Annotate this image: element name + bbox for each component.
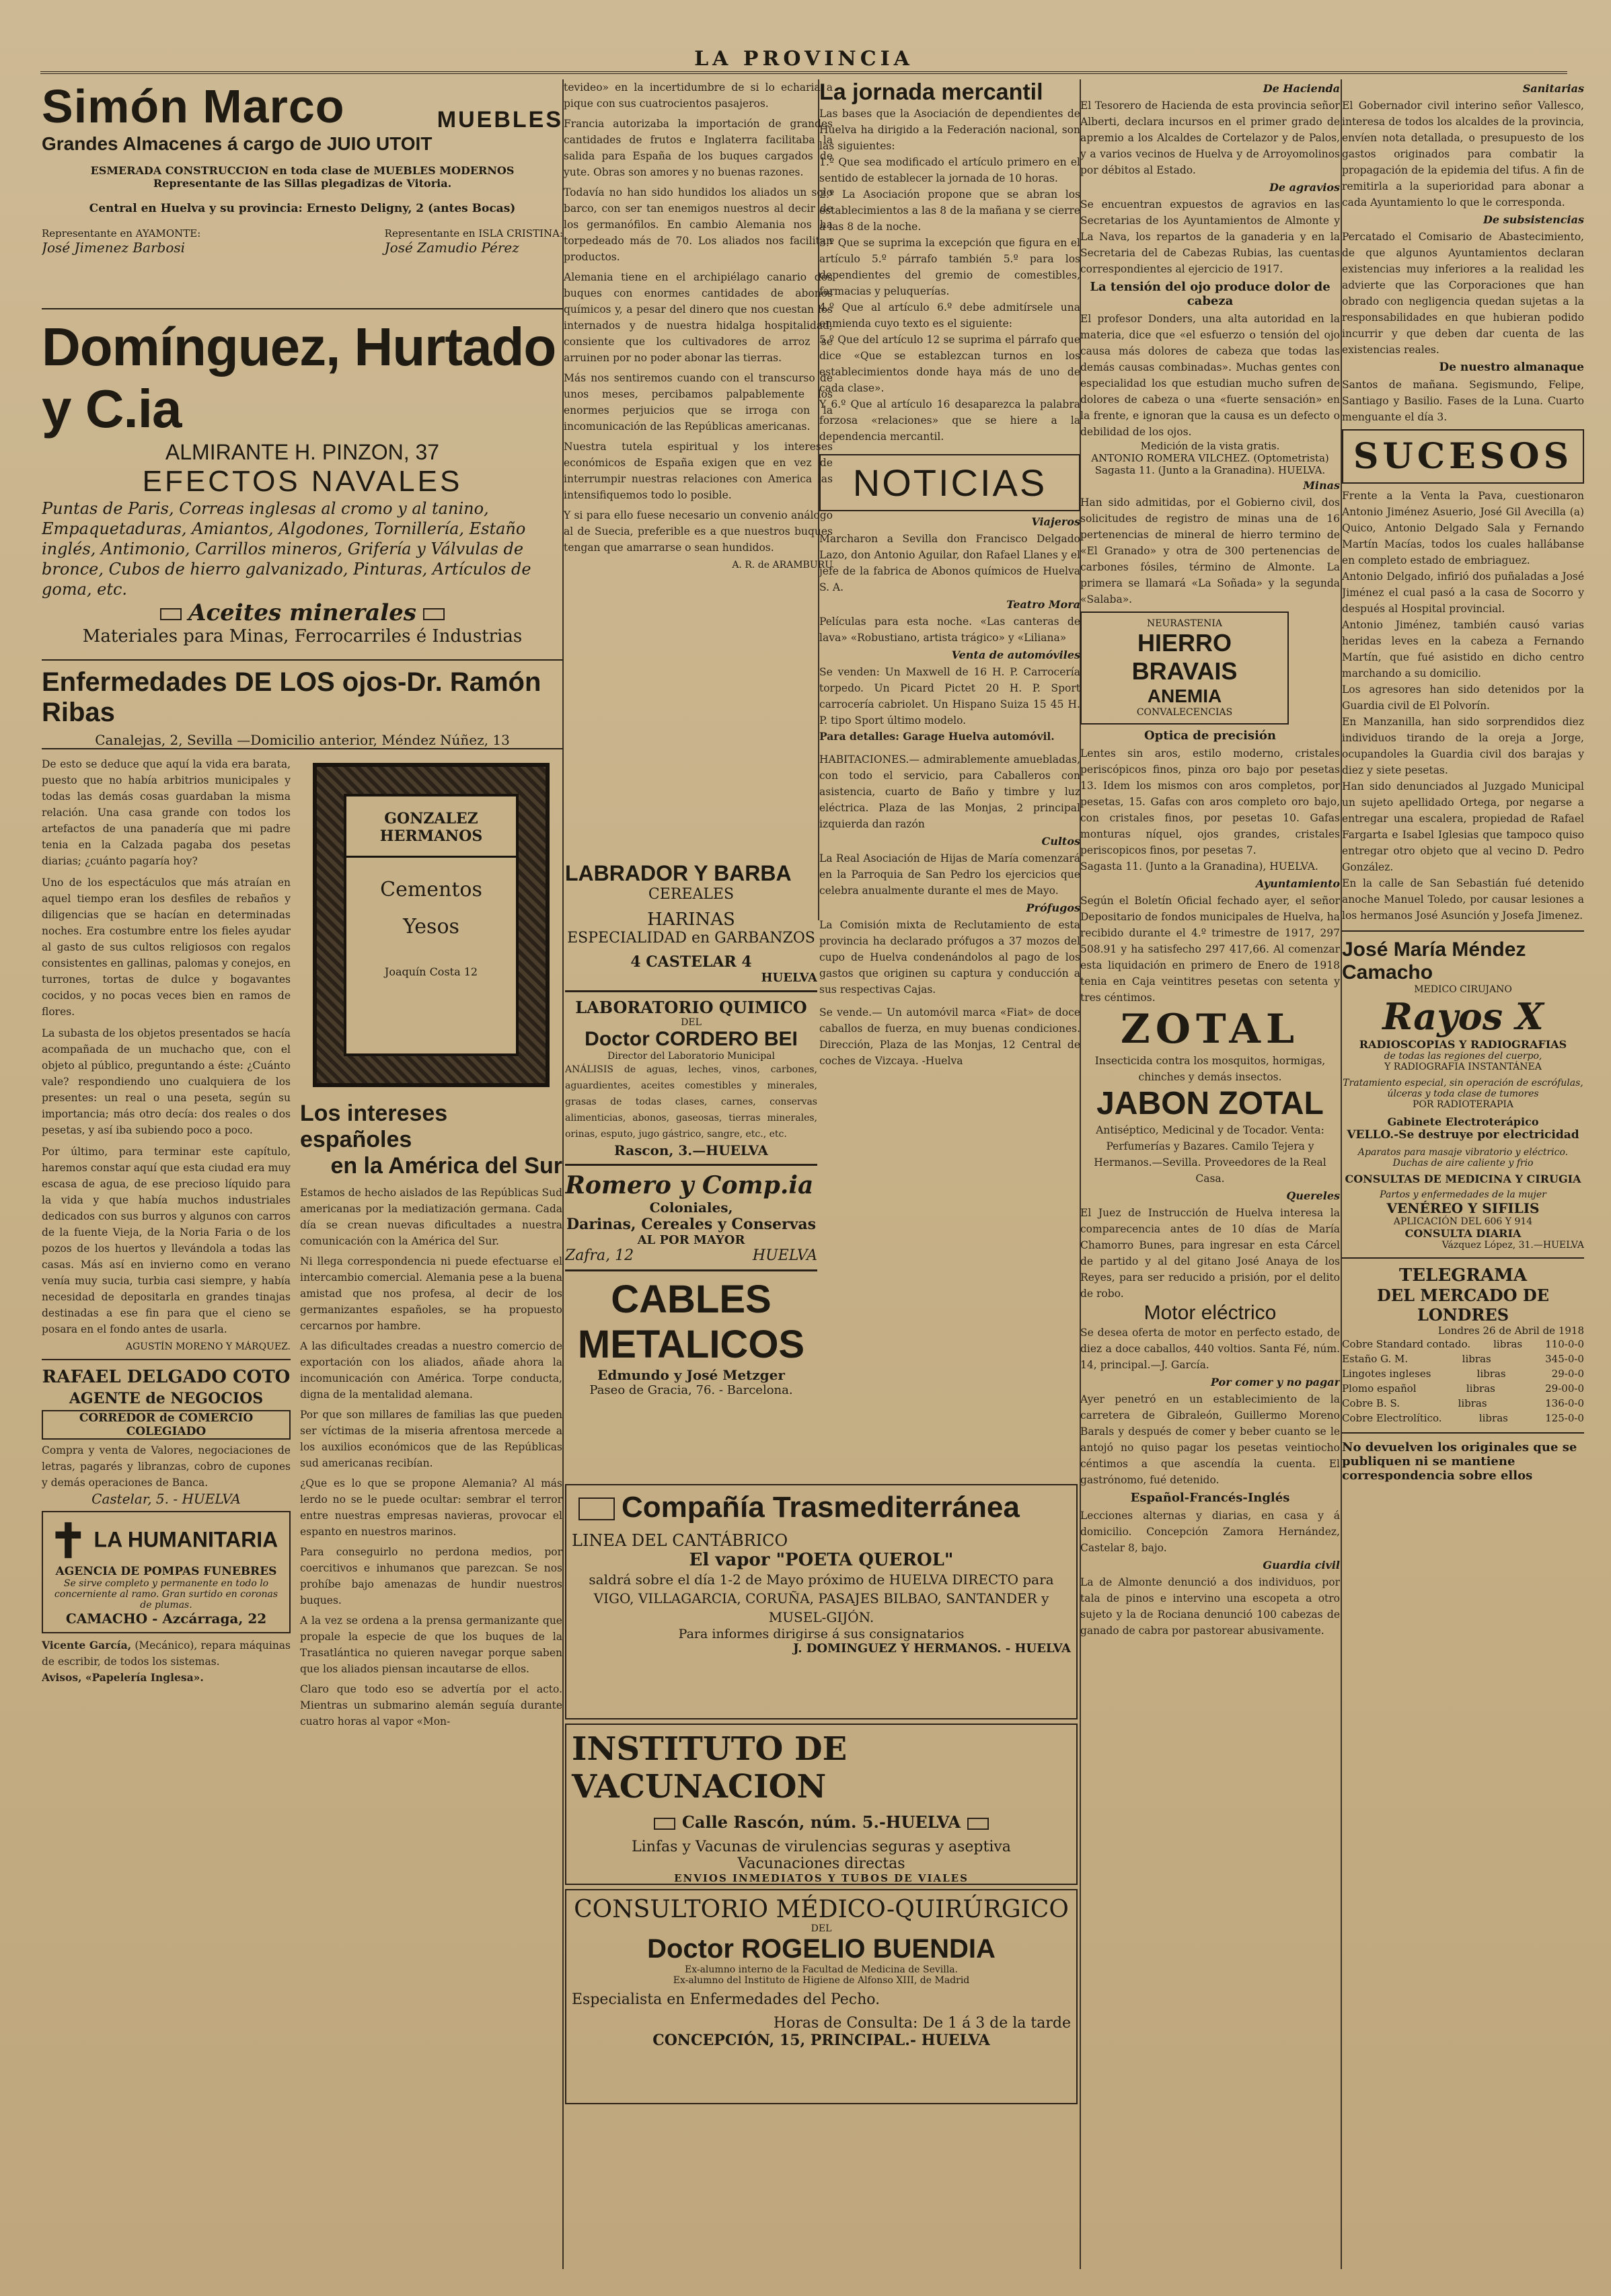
romero-ad: Romero y Comp.ia Coloniales, Darinas, Cereales y Conservas AL POR MAYOR Zafra, 12 HUELVA [565,1166,817,1271]
column-2: tevideo» en la incertidumbre de si lo echaria a pique con sus cuatrocientos pasajeros. Francia autorizaba la importación de grandes cantidades de frutos e Inglaterra facilitaba la salida para España de los buques cargados de yute. Obras son amores y no buenas razones. Todavía no han sido hundidos los aliados un solo barco, con ser tan enemigos nuestros al decir de los germanófilos. En cambio Alemania nos ha torpedeado más de 70. Los aliados nos facilitan productos. Alemania tiene en el archipiélago canario dos buques con enormes cantidades de abonos químicos y, a pesar del dinero que nos cuestan los internados y de nuestra hidalga hospitalidad, consiente que los cultivadores de arroz se arruinen por no poder abonar las tierras. Más nos sentiremos cuando con el transcurso de unos meses, percibamos palpablemente los enormes perjuicios que se irroga con la incomunicación de las Repúblicas americanas. Nuestra tutela espiritual y los intereses económicos de España exigen que en vez de interrumpir nuestras relaciones con America las intensifiquemos todo lo posible. Y si para ello fuese necesario un convenio análogo al de Suecia, preferible es a que nuestros buques tengan que amarrarse o sean hundidos. A. R. de ARAMBURU [564,81,833,570]
price-row [1342,1351,1584,1366]
price-table [1342,1337,1584,1425]
price-unit: libras [1476,1368,1506,1380]
price-value: 345-0-0 [1545,1353,1584,1365]
hierro-bravais-ad: NEURASTENIA HIERRO BRAVAIS ANEMIA CONVALECENCIAS [1080,612,1289,725]
price-item: Estaño G. M. [1342,1353,1409,1365]
divider [1342,930,1584,932]
divider [1342,1257,1584,1259]
garcia-ad: Vicente García, (Mecánico), repara máquinas de escribir, de todos los sistemas. Avisos, «Papelería Inglesa». [42,1639,291,1684]
wide-ads [565,1480,1078,2267]
simon-marco-ad: Simón Marco MUEBLES Grandes Almacenes á cargo de JUIO UTOIT ESMERADA CONSTRUCCION en toda clase de MUEBLES MODERNOS Representante de las Sillas plegadizas de Vitoria. Central en Huelva y su provincia: Ernesto Deligny, 2 (antes Bocas) Representante en AYAMONTE: José Jimenez Barbosi Representante en ISLA CRISTINA: José Zamudio Pérez [42,80,563,256]
price-value: 29-00-0 [1545,1382,1584,1395]
price-value: 125-0-0 [1545,1412,1584,1424]
masthead: LA PROVINCIA [40,47,1567,74]
price-item: Lingotes ingleses [1342,1368,1431,1380]
telegrama-block: TELEGRAMA DEL MERCADO DE LONDRES Londres 26 de Abril de 1918 Cobre Standard contado. libras 110-0-0 Estaño G. M. libras 345-0-0 Lingotes ingleses libras 29-0-0 Plomo español libras 29-00-0 Cobre B. S. libras 136-0-0 Cobre Electrolítico. libras 125-0-0 [1342,1265,1584,1424]
divider [42,659,563,661]
price-item: Plomo español [1342,1382,1417,1395]
article-1: De esto se deduce que aquí la vida era barata, puesto que no había arbitrios municipales y todas las demás cosas guardaban la misma relación. Una casa grande con todos los artefactos de una panadería que mi padre tenia en la Calzada pagaba dos pesetas diarias; ¿cuánto pagaría hoy? Uno de los espectáculos que más atraían en aquel tiempo eran los desfiles de rebaños y diligencias que se hacían en determinadas noches. Era costumbre entre los fieles ayudar al gasto de sus cultos religiosos con regalos consistentes en gallinas, palomas y conejos, en turrones, tortas de dulce y bogavantes cocidos, y no pocas veces bien en ramos de flores. La subasta de los objetos presentados se hacía acompañada de un muchacho que, con el objeto al público, preguntando a éste: ¿Cuánto vale? respondiendo uno cualquiera de los presentes: un real o una peseta, según su importancia; más otro decía: dos reales o dos pesetas, y así iba subiendo poco a poco. Por último, para terminar este capítulo, haremos constar aquí que esta ciudad era muy escasa de agua, de ese precioso líquido para la vida y que había muchos industriales dedicados con sus burros y algunos con carros de la fuente Vieja, de la Noria Faria o de los pozos de los huertos y llevándola a todas las casas. Más así en invierno como en verano venía muy sucia, turbia casi siempre, y había necesidad de depositarla en grandes tinajas destinadas a ese fin para que el cieno se posara en el fondo antes de usarla. AGUSTÍN MORENO Y MÁRQUEZ. RAFAEL DELGADO COTO AGENTE de NEGOCIOS CORREDOR de COMERCIO COLEGIADO Compra y venta de Valores, negociaciones de letras, pagarés y libranzas, cobro de cupones y demás operaciones de Banca. Castelar, 5. - HUELVA ✝ LA HUMANITARIA AGENCIA DE POMPAS FUNEBRES Se sirve completo y permanente en todo lo concerniente al ramo. Gran surtido en coronas de plumas. CAMACHO - Azcárraga, 22 Vicente García, (Mecánico), repara máquinas de escribir, de todos los sistemas. Avisos, «Papelería Inglesa». [42,756,291,1730]
humanitaria-ad: ✝ LA HUMANITARIA AGENCIA DE POMPAS FUNEBRES Se sirve completo y permanente en todo lo concerniente al ramo. Gran surtido en coronas de plumas. CAMACHO - Azcárraga, 22 [42,1511,291,1633]
price-unit: libras [1478,1412,1508,1424]
price-value: 110-0-0 [1545,1338,1584,1350]
vacunacion-ad: INSTITUTO DE VACUNACION Calle Rascón, núm. 5.-HUELVA Linfas y Vacunas de virulencias seguras y aseptiva Vacunaciones directas ENVIOS INMEDIATOS Y TUBOS DE VIALES [565,1724,1078,1885]
price-unit: libras [1493,1338,1523,1350]
article-right-col1: GONZALEZ HERMANOS Cementos Yesos Joaquín Costa 12 Los intereses españoles en la América del Sur Estamos de hecho aislados de las Repúblicas Sud americanas por la mediatización germana. Cada día se crean nuevas dificultades a nuestra comunicación con la América del Sur. Ni llega correspondencia ni puede efectuarse el intercambio comercial. Alemania pese a la buena amistad que nos profesa, al decir de los germanizantes españoles, se ha propuesto cercarnos por hambre. A las dificultades creadas a nuestro comercio de exportación con los aliados, añade ahora la incomunicación con América. Torpe conducta, digna de la mentalidad alemana. Por que son millares de familias las que pueden ser víctimas de la miseria afrentosa mercede a los auxilios económicos que de las Repúblicas sud americanas recibían. ¿Que es lo que se propone Alemania? Al más lerdo no se le puede ocultar: sembrar el terror entre nuestras empresas navieras, provocar el espanto en nuestros marinos. Para conseguirlo no perdona medios, por coercitivos e inhumanos que parezcan. Se nos prohíbe bajo amenazas de hundir nuestros buques. A la vez se ordena a la prensa germanizante que propale la especie de que los buques de la Trasatlántica no quieren navegar porque saben que los aliados piensan incautarse de ellos. Claro que todo eso se advertía por el acto. Mientras un submarino alemán seguía durante cuatro horas al vapor «Mon- [300,756,562,1730]
column-3: La jornada mercantil Las bases que la Asociación de dependientes de Huelva ha dirigido a la Federación nacional, son las siguientes: 1.º Que sea modificado el artículo primero en el sentido de establecer la jornada de 10 horas. 2.º La Asociación propone que se abran los establecimientos a las 8 de la mañana y se cierre a las 8 de la noche. 3.º Que se suprima la excepción que figura en el artículo 5.º párrafo también 5.º para los dependientes del gremio de comestibles, farmacias y peluquerías. 4.º Que al artículo 6.º debe admitírsele una enmienda cuyo texto es el siguiente: 5.º Que del artículo 12 se suprima el párrafo que dice «Que se establezcan turnos en los establecimientos donde haya más de uno de cada clase». Y 6.º Que al artículo 16 desaparezca la palabra forzosa «relaciones» que se hiere a la dependencia mercantil. NOTICIAS Viajeros Marcharon a Sevilla don Francisco Delgado Lazo, don Antonio Aguilar, don Rafael Llanes y el jefe de la fabrica de Abonos químicos de Huelva S. A. Teatro Mora Películas para esta noche. «Las canteras de lava» «Robustiano, artista trágico» y «Liliana» Venta de automóviles Se venden: Un Maxwell de 16 H. P. Carrocería torpedo. Un Picard Pictet 20 H. P. Sport carrocería cabriolet. Un Hispano Suiza 15 45 H. P. tipo Sport último modelo. Para detalles: Garage Huelva automóvil. HABITACIONES.— admirablemente amuebladas, con todo el servicio, para Caballeros con asistencia, cuarto de Baño y timbre y luz eléctrica. Plaza de las Monjas, 2 principal izquierda dan razón Cultos La Real Asociación de Hijas de María comenzará en la Parroquia de San Pedro los ejercicios que celebra anualmente durante el mes de Mayo. Prófugos La Comisión mixta de Reclutamiento de esta provincia ha declarado prófugos a 37 mozos del cupo de Huelva condenándolos al pago de los gastos que originen su captura y conducción a sus respectivas Cajas. Se vende.— Un automóvil marca «Fiat» de doce caballos de fuerza, en muy buenas condiciones. Dirección, Plaza de las Monjas, 12 Central de coches de Vizcaya. -Huelva [819,79,1080,1067]
ads-column-2 [565,861,817,1574]
right-ornament-icon [423,608,445,620]
cordero-ad: LABORATORIO QUIMICO DEL Doctor CORDERO BEI Director del Laboratorio Municipal ANÁLISIS de aguas, leches, vinos, carbones, aguardientes, aceites comestibles y minerales, grasas de todas clases, carnes, conservas alimenticias, abonos, gaseosas, tierras minerales, orinas, esputo, jugo gástrico, sangre, etc., etc. Rascon, 3.—HUELVA [565,992,817,1166]
price-row [1342,1411,1584,1425]
ship-flag-icon [578,1497,615,1520]
cross-icon: ✝ [48,1515,88,1567]
divider [42,1359,291,1360]
consultorio-ad: CONSULTORIO MÉDICO-QUIRÚRGICO DEL Doctor ROGELIO BUENDIA Ex-alumno interno de la Facultad de Medicina de Sevilla. Ex-alumno del Instituto de Higiene de Alfonso XIII, de Madrid Especialista en Enfermedades del Pecho. Horas de Consulta: De 1 á 3 de la tarde CONCEPCIÓN, 15, PRINCIPAL.- HUELVA [565,1889,1078,2104]
price-unit: libras [1458,1397,1487,1409]
price-row [1342,1366,1584,1381]
muebles-label: MUEBLES [437,107,563,133]
divider [42,748,563,749]
labrador-barba-ad: LABRADOR Y BARBA CEREALES HARINAS ESPECIALIDAD en GARBANZOS 4 CASTELAR 4 HUELVA [565,861,817,992]
delgado-ad: RAFAEL DELGADO COTO AGENTE de NEGOCIOS CORREDOR de COMERCIO COLEGIADO Compra y venta de Valores, negociaciones de letras, pagarés y libranzas, cobro de cupones y demás operaciones de Banca. Castelar, 5. - HUELVA [42,1367,291,1507]
price-value: 136-0-0 [1545,1397,1584,1409]
dominguez-ad: Domínguez, Hurtado y C.ia ALMIRANTE H. PINZON, 37 EFECTOS NAVALES Puntas de Paris, Correas inglesas al cromo y al tanino, Empaquetaduras, Amiantos, Algodones, Tornillería, Estaño inglés, Antimonio, Carrillos mineros, Grifería y Válvulas de bronce, Cubos de hierro galvanizado, Pinturas, Artículos de goma, etc. Aceites minerales Materiales para Minas, Ferrocarriles é Industrias [42,317,556,646]
price-row [1342,1337,1584,1351]
price-unit: libras [1462,1353,1491,1365]
price-item: Cobre Standard contado. [1342,1338,1471,1350]
price-unit: libras [1466,1382,1495,1395]
price-item: Cobre B. S. [1342,1397,1400,1409]
sucesos-header: SUCESOS [1342,429,1584,484]
ornament-icon [654,1818,675,1830]
gonzalez-hermanos-ad: GONZALEZ HERMANOS Cementos Yesos Joaquín Costa 12 [313,763,550,1087]
ribas-ad: Enfermedades DE LOS ojos-Dr. Ramón Ribas Canalejas, 2, Sevilla —Domicilio anterior, Méndez Núñez, 13 [42,667,541,748]
price-row [1342,1381,1584,1396]
ornament-icon [967,1818,989,1830]
price-item: Cobre Electrolítico. [1342,1412,1442,1424]
price-row [1342,1396,1584,1411]
cables-ad: CABLES METALICOS Edmundo y José Metzger Paseo de Gracia, 76. - Barcelona. [577,1277,805,1397]
camacho-ad: José María Méndez Camacho MEDICO CIRUJANO Rayos X RADIOSCOPIAS Y RADIOGRAFIAS de todas las regiones del cuerpo, Y RADIOGRAFIA INSTANTÁNEA Tratamiento especial, sin operación de escrófulas, úlceras y toda clase de tumores POR RADIOTERAPIA Gabinete Electroterápico VELLO.-Se destruye por electricidad Aparatos para masaje vibratorio y eléctrico. Duchas de aire caliente y frio CONSULTAS DE MEDICINA Y CIRUGIA Partos y enfermedades de la mujer VENÉREO Y SIFILIS APLICACIÓN DEL 606 Y 914 CONSULTA DIARIA Vázquez López, 31.—HUELVA [1342,938,1584,1251]
column-4: De Hacienda El Tesorero de Hacienda de esta provincia señor Alberti, declara incursos en el primer grado de apremio a los Alcaldes de Cortelazor y de Palos, y a varios vecinos de Huelva y de Arroyomolinos por débitos al Estado. De agravios Se encuentran expuestos de agravios en las Secretarias de los Ayuntamientos de Almonte y La Nava, los repartos de la ganaderia y en la Secretaria del de Cabezas Rubias, las cuentas correspondientes al ejercicio de 1917. La tensión del ojo produce dolor de cabeza El profesor Donders, una alta autoridad en la materia, dice que «el esfuerzo o tensión del ojo causa más dolores de cabeza que todas las demás causas combinadas». Muchas gentes con especialidad los que estudian mucho sufren de dolores de cabeza o una «fuerte sensación» en la frente, e ignoran que la causa es un defecto o debilidad de los ojos. Medición de la vista gratis. ANTONIO ROMERA VILCHEZ. (Optometrista) Sagasta 11. (Junto a la Granadina). HUELVA. Minas Han sido admitidas, por el Gobierno civil, dos solicitudes de registro de minas una de 16 pertenencias de mineral de hierro termino de «El Granado» y otra de 300 pertenencias de carbones fósiles, término de Almonte. La primera se llamará «La Soñada» y la segunda «Salaba». NEURASTENIA HIERRO BRAVAIS ANEMIA CONVALECENCIAS Optica de precisión Lentes sin aros, estilo moderno, cristales periscópicos finos, pinza oro bajo por pesetas 13. Idem los mismos con aros completos, por pesetas, 15. Gafas con aros completo oro bajo, con cristales finos, por pesetas 10. Gafas monturas níquel, ojos grandes, cristales periscopicos finos, por pesetas 7. Sagasta 11. (Junto a la Granadina), HUELVA. Ayuntamiento Según el Boletín Oficial fechado ayer, el señor Depositario de fondos municipales de Huelva, ha recibido durante el 4.º trimestre de 1917, 297 508.91 y ha satisfecho 297 417,66. Al comenzar esta liquidación en primero de Enero de 1918 tenia en Caja veintitres pesetas con setenta y tres céntimos. ZOTAL Insecticida contra los mosquitos, hormigas, chinches y demás insectos. JABON ZOTAL Antiséptico, Medicinal y de Tocador. Venta: Perfumerías y Bazares. Camilo Tejera y Hermanos.—Sevilla. Proveedores de la Real Casa. Quereles El Juez de Instrucción de Huelva interesa la comparecencia antes de 10 días de María Chamorro Bunes, para ingresar en esta Cárcel de partido y al del gitano José Anaya de los Reyes, para ser reducido a prisión, por el delito de robo. Motor eléctrico Se desea oferta de motor en perfecto estado, de diez a doce caballos, 440 voltios. Santa Fé, núm. 14, principal.—J. García. Por comer y no pagar Ayer penetró en un establecimiento de la carretera de Gibraleón, Guillermo Moreno Barals y después de comer y beber cuanto se le antojó no quiso pagar los pesetas veintiocho céntimos a que ascendía la cuenta. El gastrónomo, fué detenido. Español-Francés-Inglés Lecciones alternas y diarias, en casa y á domicilio. Concepción Zamora Hernández, Castelar 8, bajo. Guardia civil La de Almonte denunció a dos individuos, por tala de pinos e intervino una escopeta a otro sujeto y la de Rociana denunció 100 cabezas de ganado de cabra por pastorear abusivamente. [1080,82,1340,1637]
column-1 [42,79,563,2269]
simon-name: Simón Marco [42,80,345,133]
noticias-header: NOTICIAS [819,454,1080,511]
column-5: Sanitarias El Gobernador civil interino señor Vallesco, interesa de todos los alcaldes de la provincia, envíen nota detallada, o presupuesto de los gastos originados para combatir la propagación de la epidemia del tifus. A fin de remitirla a la superioridad para abonar a cada Ayuntamiento lo que le corresponda. De subsistencias Percatado el Comisario de Abastecimiento, de que algunos Ayuntamientos declaran existencias muy inferiores a la realidad les advierte que las Corporaciones que han obrado con negligencia quedan sujetas a la responsabilidades en que hubieran podido incurrir y que deben dar cuenta de las existencias reales. De nuestro almanaque Santos de mañana. Segismundo, Felipe, Santiago y Basilio. Fases de la Luna. Cuarto menguante el día 3. SUCESOS Frente a la Venta la Pava, cuestionaron Antonio Jiménez Asuerio, José Gil Avecilla (a) Quico, Antonio Delgado Sala y Fernando Martín Macías, todos los cuales hallábanse en completo estado de embriaguez. Antonio Delgado, infirió dos puñaladas a José Jiménez el cual pasó a la casa de Socorro y después al Hospital provincial. Antonio Jiménez, también causó varias heridas leves en la cabeza a Fernando Martín, que fué asistido en dicho centro marchando a su domicilio. Los agresores han sido detenidos por la Guardia civil de El Polvorín. En Manzanilla, han sido sorprendidos diez individuos tirando de la oreja a Jorge, ocupandoles la Guardia civil dos barajas y diez y siete pesetas. Han sido denunciados al Juzgado Municipal un sujeto apellidado Ortega, por negarse a entregar una escalera, propiedad de Rafael Fargarta e Isabel Iglesias que tampoco quiso entregar otro objeto que al vecino D. Pedro González. En la calle de San Sebastián fué detenido anoche Manuel Toledo, por causar lesiones a los hermanos José Asunción y Josefa Jimenez. José María Méndez Camacho MEDICO CIRUJANO Rayos X RADIOSCOPIAS Y RADIOGRAFIAS de todas las regiones del cuerpo, Y RADIOGRAFIA INSTANTÁNEA Tratamiento especial, sin operación de escrófulas, úlceras y toda clase de tumores POR RADIOTERAPIA Gabinete Electroterápico VELLO.-Se destruye por electricidad Aparatos para masaje vibratorio y eléctrico. Duchas de aire caliente y frio CONSULTAS DE MEDICINA Y CIRUGIA Partos y enfermedades de la mujer VENÉREO Y SIFILIS APLICACIÓN DEL 606 Y 914 CONSULTA DIARIA Vázquez López, 31.—HUELVA TELEGRAMA DEL MERCADO DE LONDRES Londres 26 de Abril de 1918 Cobre Standard contado. libras 110-0-0 Estaño G. M. libras 345-0-0 Lingotes ingleses libras 29-0-0 Plomo español libras 29-00-0 Cobre B. S. libras 136-0-0 Cobre Electrolítico. libras 125-0-0 No devuelven los originales que se publiquen ni se mantiene correspondencia sobre ellos [1342,82,1584,1483]
divider [42,308,563,309]
price-value: 29-0-0 [1551,1368,1584,1380]
left-ornament-icon [160,608,182,620]
divider [1342,1432,1584,1434]
trasmediterranea-ad: Compañía Trasmediterránea LINEA DEL CANTÁBRICO El vapor "POETA QUEROL" saldrá sobre el día 1-2 de Mayo próximo de HUELVA DIRECTO para VIGO, VILLAGARCIA, CORUÑA, PASAJES BILBAO, SANTANDER y MUSEL-GIJÓN. Para informes dirigirse á sus consignatarios J. DOMINGUEZ Y HERMANOS. - HUELVA [565,1484,1078,1719]
